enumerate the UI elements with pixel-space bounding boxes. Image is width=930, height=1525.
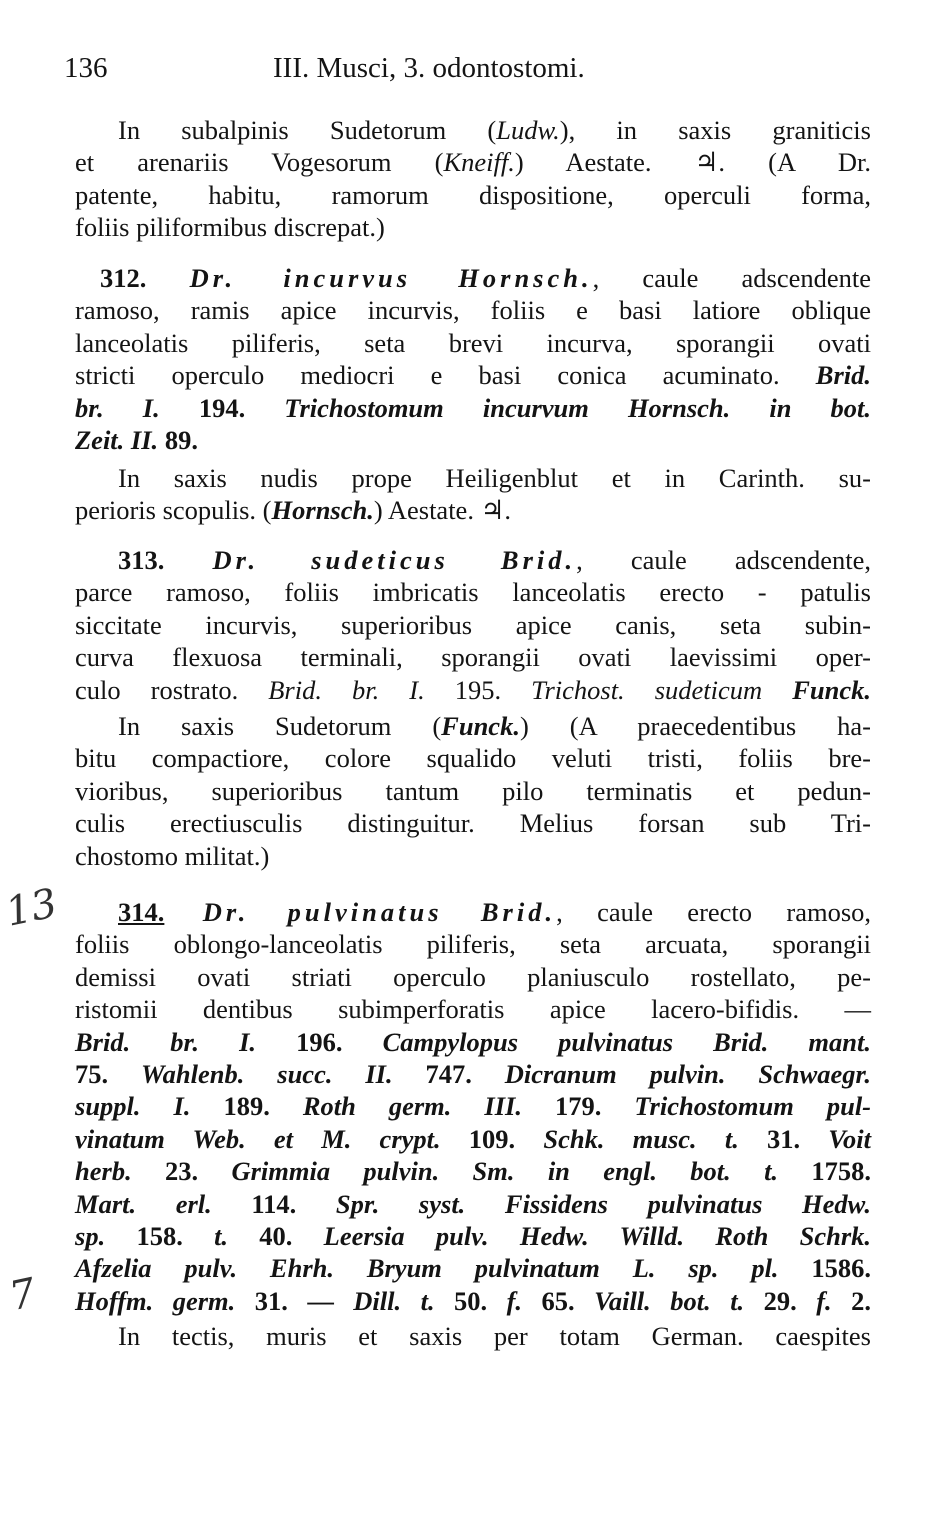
text-line: [75, 1220, 871, 1252]
text-line: [75, 993, 871, 1025]
text-segment: f.: [816, 1285, 852, 1316]
text-segment: 114.: [251, 1188, 336, 1219]
entry-313: [75, 544, 871, 706]
entry-314: [75, 896, 871, 1317]
paragraph-habitat-312: [75, 462, 871, 527]
text-segment: Dicranum pulvin. Schwaegr.: [504, 1058, 872, 1089]
text-segment: foliis piliformibus discrepat.): [75, 212, 385, 243]
text-segment: 196.: [296, 1026, 383, 1057]
text-segment: 75.: [75, 1058, 142, 1089]
text-line: [75, 775, 871, 807]
text-segment: Voit: [828, 1123, 872, 1154]
text-line: [75, 294, 871, 326]
text-line: [75, 576, 871, 608]
text-segment: foliis oblongo-lanceolatis piliferis, seta arcuata, sporangii: [75, 929, 871, 960]
text-segment: ) (A praecedentibus ha-: [519, 711, 871, 741]
text-segment: Dr. sudeticus Brid.: [212, 545, 577, 575]
text-segment: ) Aestate. ♃.: [373, 495, 511, 526]
text-segment: culo rostrato.: [75, 674, 269, 705]
text-segment: Leersia pulv. Hedw. Willd. Roth Schrk.: [323, 1220, 872, 1251]
text-segment: , caule adscendente,: [576, 545, 871, 575]
text-segment: In saxis Sudetorum (: [118, 711, 442, 741]
text-segment: Kneiff.: [443, 147, 515, 178]
text-segment: Funck.: [441, 711, 520, 741]
page-number: 136: [64, 52, 108, 84]
text-segment: Hornsch.: [271, 495, 374, 526]
text-line: [75, 494, 871, 526]
text-segment: , caule erecto ramoso,: [556, 897, 872, 927]
text-segment: patente, habitu, ramorum dispositione, operculi forma,: [75, 179, 871, 210]
text-segment: ) Aestate. ♃. (A Dr.: [514, 147, 871, 178]
text-segment: Dr. incurvus Hornsch.: [189, 263, 593, 293]
text-segment: 1758.: [811, 1156, 871, 1187]
text-line: [75, 807, 871, 839]
text-segment: chostomo militat.): [75, 840, 270, 871]
text-line: [75, 146, 871, 178]
text-line: [75, 1252, 871, 1284]
text-line: [75, 1320, 871, 1352]
text-segment: 50.: [454, 1285, 507, 1316]
text-segment: 312.: [100, 263, 190, 293]
text-segment: In subalpinis Sudetorum (: [118, 115, 497, 145]
text-segment: 313.: [118, 545, 213, 575]
text-segment: Trichostomum incurvum Hornsch. in bot.: [284, 392, 872, 423]
text-segment: br. I.: [75, 392, 199, 423]
text-segment: Hoffm. germ.: [75, 1285, 255, 1316]
text-segment: Dill. t.: [353, 1285, 455, 1316]
text-segment: Grimmia pulvin. Sm. in engl. bot. t.: [231, 1156, 812, 1187]
text-segment: Brid. br. I.: [268, 674, 455, 705]
text-segment: 158.: [136, 1220, 215, 1251]
text-segment: 314.: [118, 897, 165, 927]
text-segment: 747.: [425, 1058, 505, 1089]
text-segment: Vaill. bot. t.: [594, 1285, 764, 1316]
text-line: [75, 1090, 871, 1122]
text-segment: bitu compactiore, colore squalido veluti tristi, foliis bre-: [75, 743, 871, 774]
text-segment: Ludw.: [496, 115, 560, 145]
text-line: [75, 392, 871, 424]
text-segment: 179.: [554, 1091, 635, 1122]
text-segment: demissi ovati striati operculo planiusculo rostellato, pe-: [75, 961, 871, 992]
text-segment: ristomii dentibus subimperforatis apice lacero-bifidis. —: [75, 994, 871, 1025]
text-segment: suppl. I.: [75, 1091, 224, 1122]
margin-note: 7: [5, 1269, 40, 1321]
text-line: [75, 211, 871, 243]
text-segment: 189.: [223, 1091, 303, 1122]
text-line: [75, 1285, 871, 1317]
text-segment: parce ramoso, foliis imbricatis lanceolatis erecto - patulis: [75, 577, 871, 608]
text-segment: 194.: [198, 392, 285, 423]
text-segment: 31. —: [254, 1285, 354, 1316]
text-segment: sp.: [75, 1220, 137, 1251]
text-segment: Trichostomum pul-: [634, 1091, 872, 1122]
text-segment: perioris scopulis. (: [75, 495, 272, 526]
text-line: [75, 114, 871, 146]
text-line: [75, 424, 871, 456]
text-segment: 1586.: [811, 1253, 871, 1284]
text-line: [75, 641, 871, 673]
text-segment: herb.: [75, 1156, 165, 1187]
text-line: [75, 896, 871, 928]
margin-note: 13: [1, 880, 62, 936]
running-title: III. Musci, 3. odontostomi.: [273, 52, 585, 84]
text-segment: In tectis, muris et saxis per totam German. caespites: [118, 1321, 871, 1351]
text-segment: siccitate incurvis, superioribus apice canis, seta subin-: [75, 609, 871, 640]
text-segment: Wahlenb. succ. II.: [141, 1058, 426, 1089]
text-segment: vioribus, superioribus tantum pilo terminatis et pedun-: [75, 775, 871, 806]
text-line: [75, 928, 871, 960]
text-line: [75, 840, 871, 872]
text-line: [75, 359, 871, 391]
text-segment: culis erectiusculis distinguitur. Melius forsan sub Tri-: [75, 808, 871, 839]
text-segment: stricti operculo mediocri e basi conica acuminato.: [75, 360, 816, 391]
text-segment: Dr. pulvinatus Brid.: [164, 897, 557, 927]
text-segment: lanceolatis piliferis, seta brevi incurva, sporangii ovati: [75, 327, 871, 358]
text-segment: Afzelia pulv. Ehrh. Bryum pulvinatum L. sp. pl.: [75, 1253, 812, 1284]
text-segment: vinatum Web. et M. crypt.: [75, 1123, 469, 1154]
text-segment: Mart. erl.: [75, 1188, 252, 1219]
text-segment: f.: [506, 1285, 542, 1316]
text-segment: 109.: [468, 1123, 544, 1154]
text-line: [75, 544, 871, 576]
text-line: [75, 710, 871, 742]
entry-312: [75, 262, 871, 456]
paragraph-habitat-313: [75, 710, 871, 872]
text-line: [75, 609, 871, 641]
text-segment: 23.: [165, 1156, 232, 1187]
text-segment: Roth germ. III.: [302, 1091, 555, 1122]
text-segment: ), in saxis graniticis: [559, 115, 871, 145]
text-line: [75, 1123, 871, 1155]
text-segment: 29.: [763, 1285, 817, 1316]
text-segment: 195.: [454, 674, 532, 705]
text-segment: 89.: [164, 424, 198, 455]
text-segment: 65.: [541, 1285, 595, 1316]
text-line: [75, 674, 871, 706]
text-line: [75, 462, 871, 494]
text-segment: ramoso, ramis apice incurvis, foliis e basi latiore oblique: [75, 295, 871, 326]
text-segment: In saxis nudis prope Heiligenblut et in Carinth. su-: [118, 463, 871, 493]
text-segment: curva flexuosa terminali, sporangii ovati laevissimi oper-: [75, 642, 871, 673]
text-line: [75, 742, 871, 774]
text-segment: Brid.: [815, 360, 871, 391]
text-line: [75, 327, 871, 359]
text-segment: 40.: [259, 1220, 324, 1251]
text-segment: 31.: [767, 1123, 829, 1154]
text-line: [75, 1058, 871, 1090]
text-segment: Zeit. II.: [75, 424, 165, 455]
text-line: [75, 1188, 871, 1220]
paragraph-habitat-314: [75, 1320, 871, 1352]
text-segment: Funck.: [792, 674, 871, 705]
text-segment: et arenariis Vogesorum (: [75, 147, 444, 178]
paragraph-habitat-311: [75, 114, 871, 244]
text-segment: , caule adscendente: [592, 263, 871, 293]
text-line: [75, 262, 871, 294]
text-segment: Trichost. sudeticum: [531, 674, 793, 705]
text-line: [75, 1155, 871, 1187]
text-segment: Brid. br. I.: [75, 1026, 297, 1057]
text-segment: Schk. musc. t.: [543, 1123, 767, 1154]
text-segment: Campylopus pulvinatus Brid. mant.: [382, 1026, 872, 1057]
text-segment: 2.: [851, 1285, 871, 1316]
text-line: [75, 179, 871, 211]
text-line: [75, 1026, 871, 1058]
text-segment: Spr. syst. Fissidens pulvinatus Hedw.: [335, 1188, 871, 1219]
text-segment: t.: [214, 1220, 260, 1251]
text-line: [75, 961, 871, 993]
